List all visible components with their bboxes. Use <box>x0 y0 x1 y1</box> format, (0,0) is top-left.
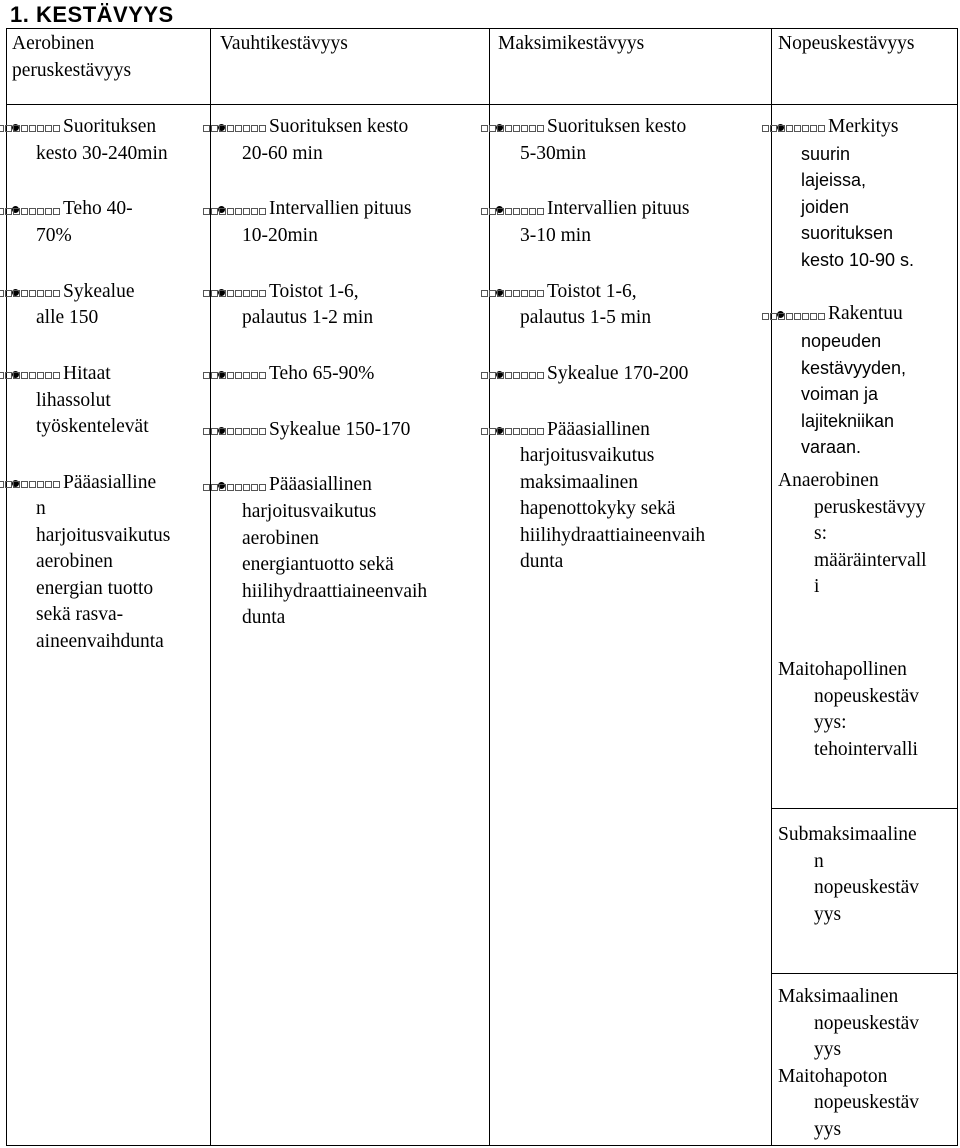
missing-glyph-icon <box>505 417 545 444</box>
list-item: Pääasiallinen harjoitusvaikutus maksimaalinen hapenottokyky sekä hiilihydraattiaineenvaih dunta <box>496 417 768 576</box>
missing-glyph-icon <box>227 417 267 444</box>
col4-divider-1 <box>771 808 958 809</box>
missing-glyph-icon <box>227 114 267 141</box>
col3-content <box>496 114 768 605</box>
list-item: Suorituksen kesto 20-60 min <box>218 114 486 167</box>
col1-content <box>12 114 208 684</box>
list-item: Pääasialline n harjoitusvaikutus aerobinen energian tuotto sekä rasva- aineenvaihdunta <box>12 470 208 656</box>
header-maksimikestavyys: Maksimikestävyys <box>498 33 645 54</box>
list-item: Sykealue 170-200 <box>496 361 768 388</box>
list-item: Toistot 1-6, palautus 1-2 min <box>218 279 486 332</box>
endurance-table <box>6 28 958 1146</box>
list-item: Suorituksen kesto 5-30min <box>496 114 768 167</box>
list-item: Teho 65-90% <box>218 361 486 388</box>
missing-glyph-icon <box>227 279 267 306</box>
missing-glyph-icon <box>505 197 545 224</box>
list-item: Rakentuu nopeuden kestävyyden, voiman ja lajitekniikan varaan. <box>777 301 955 460</box>
col-divider-1 <box>210 28 211 1146</box>
col-divider-2 <box>489 28 490 1146</box>
list-item: Teho 40- 70% <box>12 196 208 249</box>
col4-divider-2 <box>771 973 958 974</box>
missing-glyph-icon <box>227 473 267 500</box>
list-item: Toistot 1-6, palautus 1-5 min <box>496 279 768 332</box>
missing-glyph-icon <box>505 361 545 388</box>
col2-content <box>218 114 486 661</box>
missing-glyph-icon <box>21 361 61 388</box>
table-border-top <box>6 28 958 29</box>
missing-glyph-icon <box>21 470 61 497</box>
missing-glyph-icon <box>786 302 826 329</box>
anaerobinen-block: Anaerobinen peruskestävyy s: määräintervall i <box>778 470 927 597</box>
missing-glyph-icon <box>505 279 545 306</box>
list-item: Pääasiallinen harjoitusvaikutus aerobinen energiantuotto sekä hiilihydraattiaineenvaih dunta <box>218 472 486 631</box>
header-aerobinen: Aerobinen peruskestävyys <box>12 33 132 81</box>
page-title: 1. KESTÄVYYS <box>10 2 174 27</box>
maksimaalinen-block: Maksimaalinen nopeuskestäv yys Maitohapoton nopeuskestäv yys <box>778 986 920 1140</box>
missing-glyph-icon <box>21 114 61 141</box>
missing-glyph-icon <box>227 197 267 224</box>
maitohapollinen-block: Maitohapollinen nopeuskestäv yys: tehointervalli <box>778 659 920 760</box>
missing-glyph-icon <box>227 361 267 388</box>
list-item: Sykealue alle 150 <box>12 279 208 332</box>
header-divider <box>6 104 958 105</box>
list-item: Merkitys suurin lajeissa, joiden suorituksen kesto 10-90 s. <box>777 114 955 273</box>
list-item: Intervallien pituus 10-20min <box>218 196 486 249</box>
table-border-left <box>6 28 7 1146</box>
header-nopeuskestavyys: Nopeuskestävyys <box>778 33 915 54</box>
list-item: Hitaat lihassolut työskentelevät <box>12 361 208 441</box>
col4-bullets <box>777 114 955 463</box>
missing-glyph-icon <box>505 114 545 141</box>
missing-glyph-icon <box>21 197 61 224</box>
list-item: Suorituksen kesto 30-240min <box>12 114 208 167</box>
table-border-right <box>957 28 958 1146</box>
submaksimaalinen-block: Submaksimaaline n nopeuskestäv yys <box>778 824 920 925</box>
list-item: Sykealue 150-170 <box>218 417 486 444</box>
header-vauhtikestavyys: Vauhtikestävyys <box>220 33 348 54</box>
col-divider-3 <box>771 28 772 1146</box>
table-border-bottom <box>6 1145 958 1146</box>
list-item: Intervallien pituus 3-10 min <box>496 196 768 249</box>
missing-glyph-icon <box>786 114 826 141</box>
missing-glyph-icon <box>21 279 61 306</box>
